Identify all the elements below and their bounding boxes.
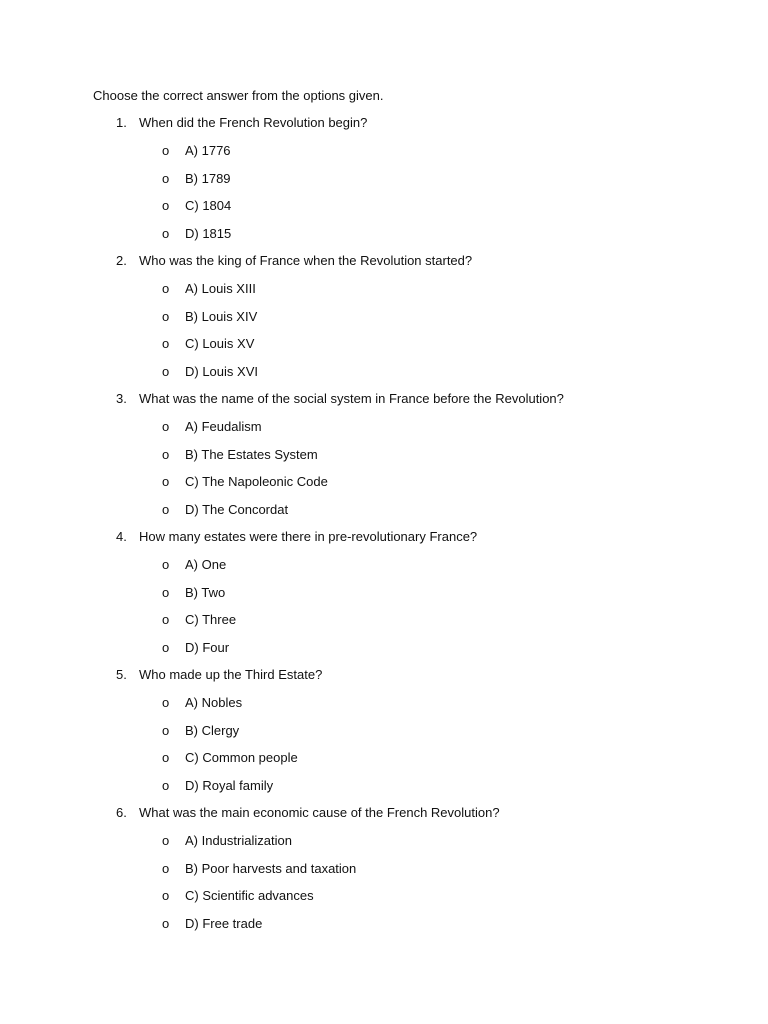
answer-option <box>0 280 768 298</box>
question-3 <box>0 390 768 408</box>
answer-option <box>0 308 768 326</box>
option-text: A) Nobles <box>185 695 243 710</box>
question-text: What was the name of the social system in France before the Revolution? <box>139 391 564 406</box>
bullet-marker: o <box>162 778 170 793</box>
bullet-marker: o <box>162 474 170 489</box>
question-number: 1. <box>116 115 127 130</box>
question-4 <box>0 528 768 546</box>
question-1 <box>0 114 768 132</box>
bullet-marker: o <box>162 226 170 241</box>
option-text: C) The Napoleonic Code <box>185 474 328 489</box>
option-text: A) Feudalism <box>185 419 262 434</box>
option-text: A) Industrialization <box>185 833 292 848</box>
question-number: 2. <box>116 253 127 268</box>
bullet-marker: o <box>162 750 170 765</box>
option-text: D) Four <box>185 640 230 655</box>
option-text: B) Poor harvests and taxation <box>185 861 357 876</box>
option-text: A) One <box>185 557 227 572</box>
question-text: What was the main economic cause of the French Revolution? <box>139 805 500 820</box>
option-text: B) The Estates System <box>185 447 318 462</box>
option-text: C) Scientific advances <box>185 888 314 903</box>
answer-option <box>0 363 768 381</box>
bullet-marker: o <box>162 336 170 351</box>
answer-option <box>0 887 768 905</box>
answer-option <box>0 473 768 491</box>
bullet-marker: o <box>162 640 170 655</box>
option-text: C) 1804 <box>185 198 232 213</box>
bullet-marker: o <box>162 171 170 186</box>
bullet-marker: o <box>162 309 170 324</box>
bullet-marker: o <box>162 888 170 903</box>
option-text: B) Clergy <box>185 723 240 738</box>
option-text: D) Free trade <box>185 916 263 931</box>
bullet-marker: o <box>162 916 170 931</box>
option-text: A) 1776 <box>185 143 231 158</box>
bullet-marker: o <box>162 723 170 738</box>
question-number: 3. <box>116 391 127 406</box>
answer-option <box>0 556 768 574</box>
bullet-marker: o <box>162 861 170 876</box>
answer-option <box>0 142 768 160</box>
question-number: 4. <box>116 529 127 544</box>
question-text: Who made up the Third Estate? <box>139 667 323 682</box>
question-2 <box>0 252 768 270</box>
option-text: C) Common people <box>185 750 298 765</box>
question-6 <box>0 804 768 822</box>
answer-option <box>0 749 768 767</box>
question-number: 5. <box>116 667 127 682</box>
bullet-marker: o <box>162 364 170 379</box>
option-text: B) Louis XIV <box>185 309 258 324</box>
question-text: When did the French Revolution begin? <box>139 115 368 130</box>
answer-option <box>0 446 768 464</box>
answer-option <box>0 832 768 850</box>
answer-option <box>0 694 768 712</box>
answer-option <box>0 860 768 878</box>
bullet-marker: o <box>162 695 170 710</box>
answer-option <box>0 915 768 933</box>
option-text: D) 1815 <box>185 226 232 241</box>
option-text: C) Three <box>185 612 237 627</box>
answer-option <box>0 639 768 657</box>
question-number: 6. <box>116 805 127 820</box>
answer-option <box>0 225 768 243</box>
question-5 <box>0 666 768 684</box>
answer-option <box>0 501 768 519</box>
option-text: D) Royal family <box>185 778 274 793</box>
bullet-marker: o <box>162 502 170 517</box>
question-text: How many estates were there in pre-revolutionary France? <box>139 529 478 544</box>
bullet-marker: o <box>162 143 170 158</box>
answer-option <box>0 584 768 602</box>
answer-option <box>0 722 768 740</box>
option-text: B) Two <box>185 585 226 600</box>
bullet-marker: o <box>162 833 170 848</box>
option-text: C) Louis XV <box>185 336 255 351</box>
bullet-marker: o <box>162 612 170 627</box>
option-text: D) Louis XVI <box>185 364 258 379</box>
answer-option <box>0 197 768 215</box>
option-text: D) The Concordat <box>185 502 289 517</box>
bullet-marker: o <box>162 419 170 434</box>
bullet-marker: o <box>162 198 170 213</box>
answer-option <box>0 611 768 629</box>
bullet-marker: o <box>162 281 170 296</box>
option-text: B) 1789 <box>185 171 231 186</box>
answer-option <box>0 777 768 795</box>
answer-option <box>0 170 768 188</box>
answer-option <box>0 418 768 436</box>
bullet-marker: o <box>162 585 170 600</box>
question-text: Who was the king of France when the Revolution started? <box>139 253 473 268</box>
bullet-marker: o <box>162 447 170 462</box>
instruction-text: Choose the correct answer from the options given. <box>93 88 384 103</box>
answer-option <box>0 335 768 353</box>
bullet-marker: o <box>162 557 170 572</box>
option-text: A) Louis XIII <box>185 281 256 296</box>
